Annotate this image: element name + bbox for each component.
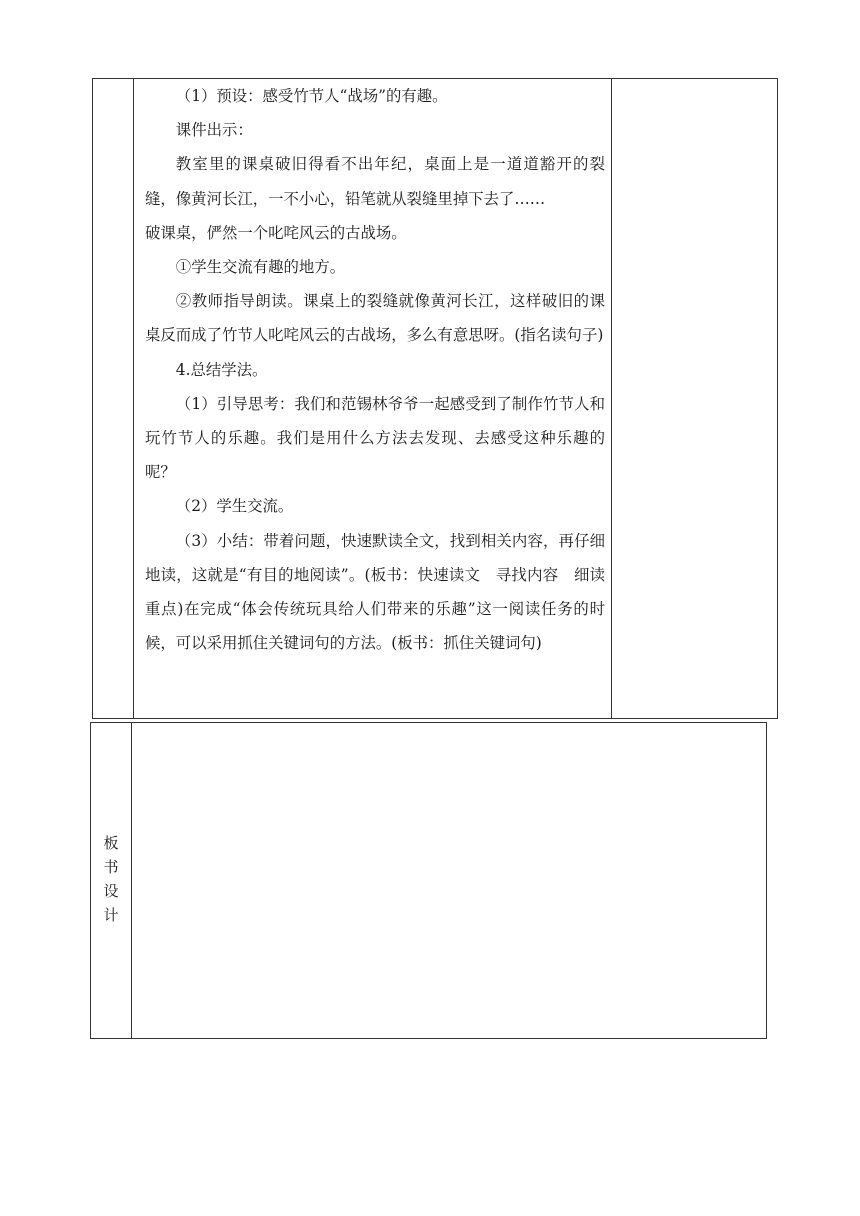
preset-line: （1）预设：感受竹节人“战场”的有趣。 xyxy=(175,87,448,105)
courseware-passage: 教室里的课桌破旧得看不出年纪，桌面上是一道道豁开的裂缝，像黄河长江，一不小心，铅笔就从裂缝里掉下去了…… xyxy=(145,155,605,208)
board-label-char: 设 xyxy=(103,882,119,900)
step-student-exchange: ①学生交流有趣的地方。 xyxy=(175,258,346,277)
teaching-process-table xyxy=(92,78,778,719)
column-divider xyxy=(131,723,132,1038)
lesson-summary: （3）小结：带着问题，快速默读全文，找到相关内容，再仔细地读，这就是“有目的地阅读”。(板书：快速读文 寻找内容 细读重点)在完成“体会传统玩具给人们带来的乐趣”这一阅读任务的时候，可以采用抓住关键词句的方法。(板书：抓住关键词句) xyxy=(145,531,605,653)
board-design-label xyxy=(91,831,131,927)
courseware-passage-end: 破课桌，俨然一个叱咤风云的古战场。 xyxy=(145,223,407,242)
column-divider xyxy=(611,79,612,718)
step-teacher-reading: ②教师指导朗读。课桌上的裂缝就像黄河长江，这样破旧的课桌反而成了竹节人叱咤风云的古战场，多么有意思呀。(指名读句子) xyxy=(145,292,605,345)
board-label-char: 板 xyxy=(103,834,119,852)
section-summary-heading: 4.总结学法。 xyxy=(175,360,268,379)
column-divider xyxy=(133,79,134,718)
board-design-table xyxy=(90,722,767,1039)
board-label-char: 书 xyxy=(103,858,119,876)
student-exchange: （2）学生交流。 xyxy=(175,497,294,516)
courseware-label: 课件出示： xyxy=(175,121,253,140)
board-label-char: 计 xyxy=(103,906,119,924)
lesson-content-cell xyxy=(145,79,605,660)
guided-thinking: （1）引导思考：我们和范锡林爷爷一起感受到了制作竹节人和玩竹节人的乐趣。我们是用什么方法去发现、去感受这种乐趣的呢？ xyxy=(145,394,605,482)
